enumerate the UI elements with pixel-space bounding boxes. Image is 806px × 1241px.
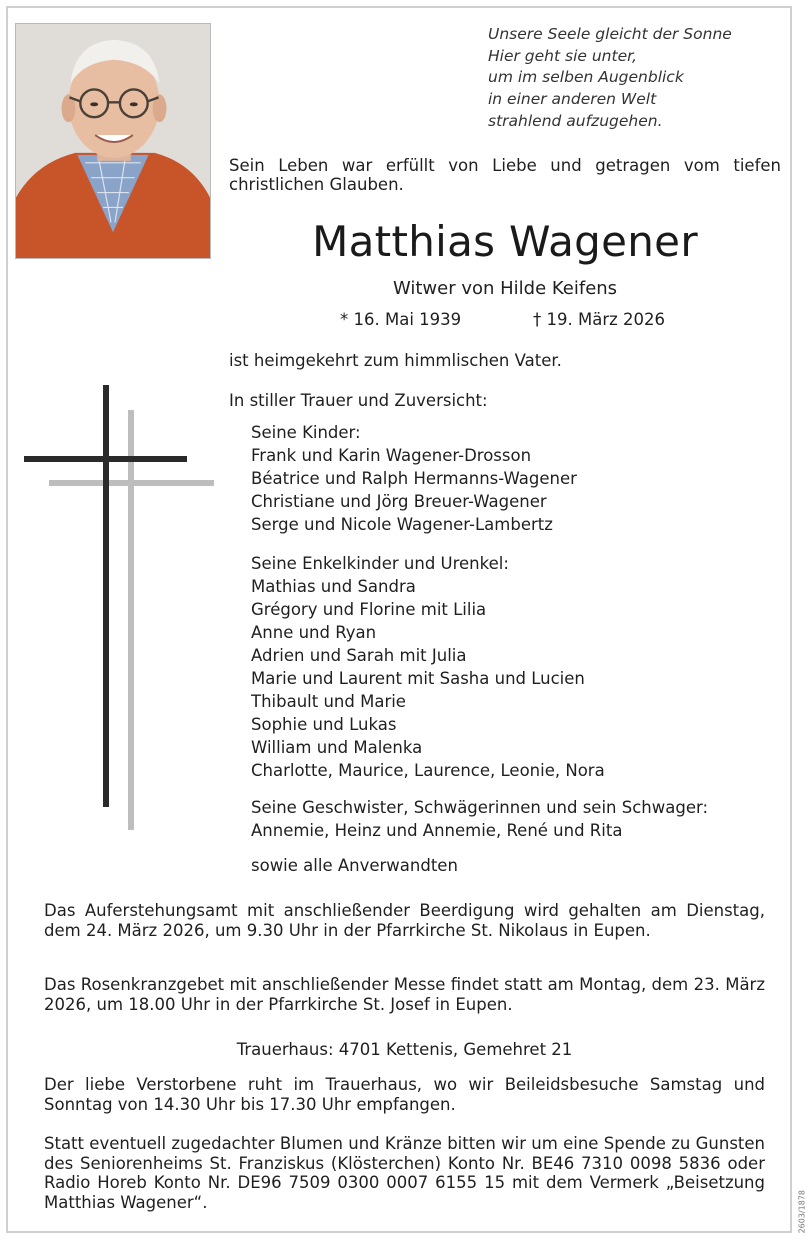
list-item: Frank und Karin Wagener-Drosson — [251, 446, 532, 465]
intro-text: Sein Leben war erfüllt von Liebe und getragen vom tiefen christlichen Glauben. — [229, 156, 781, 194]
children-heading: Seine Kinder: — [251, 423, 361, 442]
donation-paragraph: Statt eventuell zugedachter Blumen und Kränze bitten wir um eine Spende zu Gunsten des Seniorenheims St. Franziskus (Klösterchen) Konto Nr. BE46 7310 0098 5836 oder Radio Horeb Konto Nr. DE96 7509 0300 0007 6155 15 mit dem Vermerk „Beisetzung Matthias Wagener“. — [44, 1134, 765, 1212]
list-item: Christiane und Jörg Breuer-Wagener — [251, 492, 547, 511]
list-item: Charlotte, Maurice, Laurence, Leonie, Nora — [251, 761, 605, 780]
children-list — [251, 421, 577, 536]
death-date: † 19. März 2026 — [533, 310, 666, 329]
poem-line: um im selben Augenblick — [488, 68, 684, 87]
visits-paragraph: Der liebe Verstorbene ruht im Trauerhaus, wo wir Beileidsbesuche Samstag und Sonntag von 14.30 Uhr bis 17.30 Uhr empfangen. — [44, 1075, 765, 1114]
widower-line: Witwer von Hilde Keifens — [392, 278, 618, 299]
list-item: Serge und Nicole Wagener-Lambertz — [251, 515, 553, 534]
siblings-heading: Seine Geschwister, Schwägerinnen und sein Schwager: — [251, 798, 709, 817]
list-item: Sophie und Lukas — [251, 715, 397, 734]
list-item: Béatrice und Ralph Hermanns-Wagener — [251, 469, 577, 488]
mourning-line: In stiller Trauer und Zuversicht: — [229, 391, 488, 410]
list-item: Annemie, Heinz und Annemie, René und Rita — [251, 821, 623, 840]
grandchildren-list — [251, 552, 605, 782]
portrait-photo — [15, 23, 211, 259]
mourning-house: Trauerhaus: 4701 Kettenis, Gemehret 21 — [236, 1040, 573, 1059]
grandchildren-heading: Seine Enkelkinder und Urenkel: — [251, 554, 509, 573]
poem-line: strahlend aufzugehen. — [488, 111, 663, 130]
poem-line: Unsere Seele gleicht der Sonne — [488, 25, 732, 43]
cross-icon — [24, 385, 216, 835]
funeral-paragraph: Das Auferstehungsamt mit anschließender Beerdigung wird gehalten am Dienstag, dem 24. März 2026, um 9.30 Uhr in der Pfarrkirche St. Nikolaus in Eupen. — [44, 901, 765, 940]
list-item: Marie und Laurent mit Sasha und Lucien — [251, 669, 585, 688]
birth-date: * 16. Mai 1939 — [340, 310, 462, 329]
poem-line: Hier geht sie unter, — [488, 46, 637, 65]
poem-line: in einer anderen Welt — [488, 90, 657, 109]
relatives-line: sowie alle Anverwandten — [251, 856, 458, 875]
list-item: William und Malenka — [251, 738, 423, 757]
reference-code: 2603/1878 — [797, 1190, 806, 1234]
list-item: Mathias und Sandra — [251, 577, 416, 596]
list-item: Grégory und Florine mit Lilia — [251, 600, 487, 619]
heimgekehrt-line: ist heimgekehrt zum himmlischen Vater. — [229, 351, 562, 370]
siblings-list — [251, 796, 708, 842]
poem — [488, 24, 788, 133]
list-item: Adrien und Sarah mit Julia — [251, 646, 467, 665]
list-item: Thibault und Marie — [251, 692, 406, 711]
deceased-name: Matthias Wagener — [312, 217, 698, 266]
list-item: Anne und Ryan — [251, 623, 377, 642]
rosary-paragraph: Das Rosenkranzgebet mit anschließender Messe findet statt am Montag, dem 23. März 2026, um 18.00 Uhr in der Pfarrkirche St. Josef in Eupen. — [44, 975, 765, 1014]
